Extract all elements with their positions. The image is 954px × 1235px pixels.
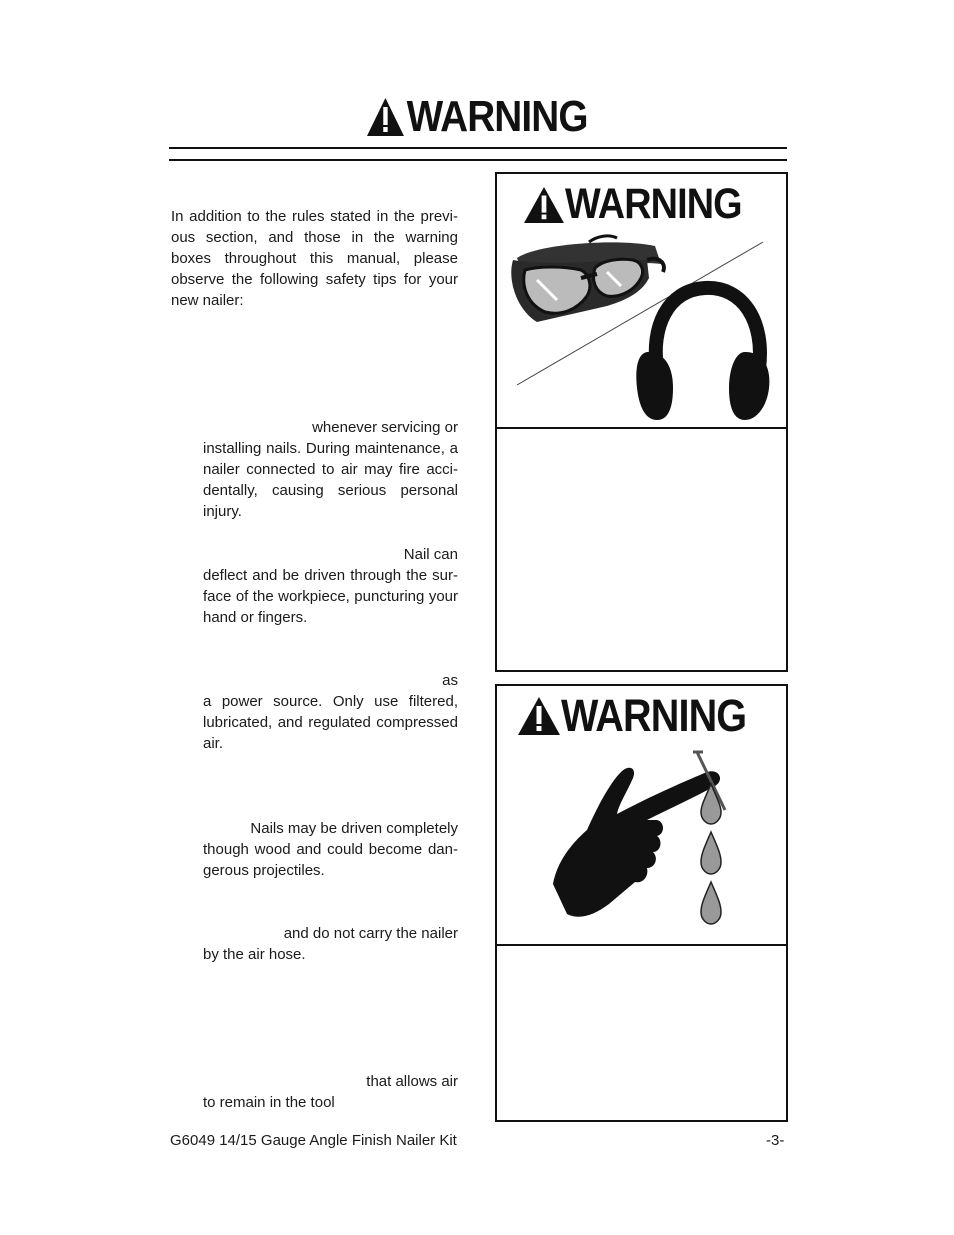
hand-injury-illustration [497,744,786,944]
warning-triangle-icon [517,696,561,736]
footer-model: G6049 14/15 Gauge Angle Finish Nailer Kit [170,1132,457,1149]
warning-triangle-icon [366,97,405,137]
hand-puncture-icon [553,752,725,917]
header-rule-bottom [169,159,787,161]
warning-box-divider [497,944,786,946]
warning-box-title: WARNING [523,180,766,229]
safety-glasses-icon [511,236,664,322]
page-header [0,92,954,142]
warning-triangle-icon [523,186,565,224]
ppe-illustration [497,230,786,426]
tip-3: as a power source. Only use filtered, lubricated, and regulated compressed air. [203,672,458,752]
warning-box-divider [497,427,786,429]
warning-box-eye-ear [495,172,788,672]
ear-muffs-icon [636,288,769,420]
tip-4: Nails may be driven completely though wood and could become dan-gerous projectiles. [203,820,458,879]
tip-5: and do not carry the nailer by the air hose. [203,925,458,963]
warning-box-puncture [495,684,788,1122]
page-title: WARNING [366,92,587,142]
page-number: -3- [766,1132,785,1149]
blood-drops-icon [701,784,721,924]
tip-6: that allows air to remain in the tool [203,1073,458,1111]
header-rule-top [169,147,787,149]
intro-paragraph: In addition to the rules stated in the previ-ous section, and those in the warning boxes throughout this manual, please observe the following safety tips for your new nailer: [171,208,458,309]
tip-2: Nail can deflect and be driven through the sur-face of the workpiece, puncturing your hand or fingers. [203,546,458,626]
tip-1: whenever servicing or installing nails. During maintenance, a nailer connected to air may fire acci-dentally, causing serious personal injury. [203,419,458,520]
warning-box-title: WARNING [517,690,772,742]
